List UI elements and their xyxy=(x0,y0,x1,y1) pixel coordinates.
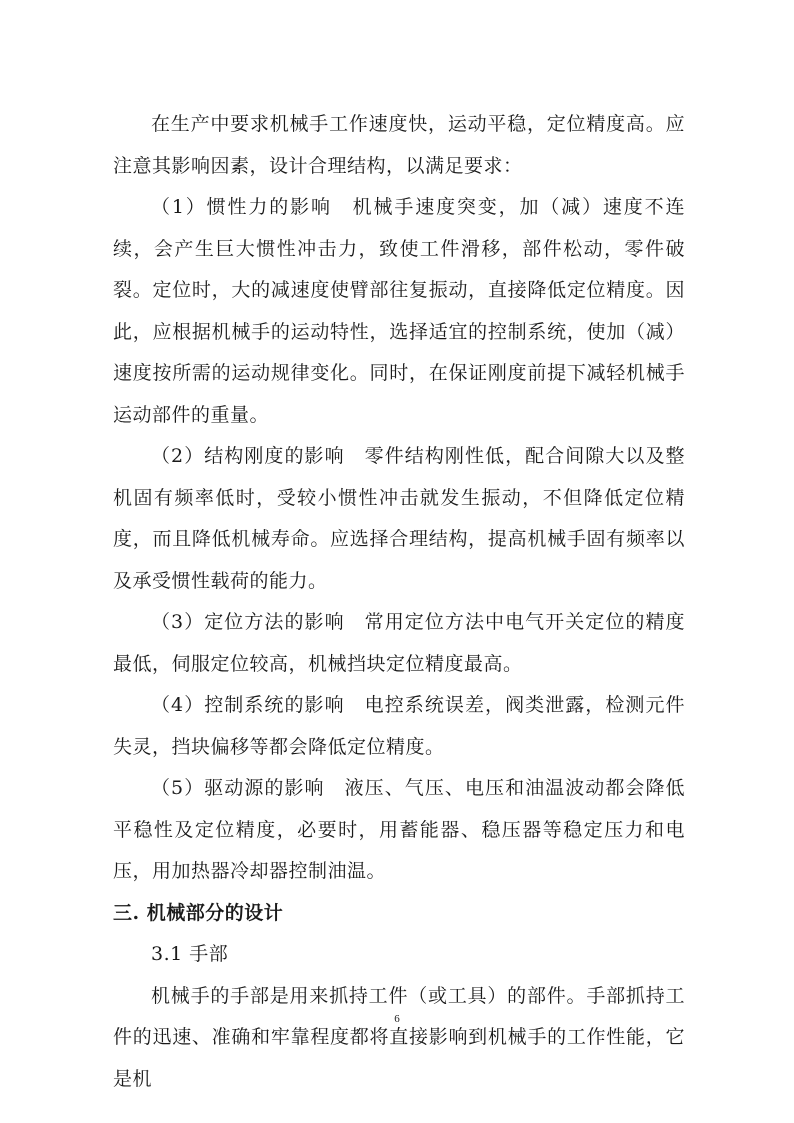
subsection-heading: 3.1 手部 xyxy=(151,943,229,965)
positioning-method-paragraph: （3）定位方法的影响 常用定位方法中电气开关定位的精度最低，伺服定位较高，机械挡块定位精度最高。 xyxy=(113,611,685,675)
control-system-paragraph: （4）控制系统的影响 电控系统误差，阀类泄露，检测元件失灵，挡块偏移等都会降低定位精度。 xyxy=(113,694,685,758)
section-heading: 三. 机械部分的设计 xyxy=(113,901,284,924)
inertia-paragraph: （1）惯性力的影响 机械手速度突变，加（减）速度不连续，会产生巨大惯性冲击力，致使工件滑移，部件松动，零件破裂。定位时，大的减速度使臂部往复振动，直接降低定位精度。因此，应根据机械手的运动特性，选择适宜的控制系统，使加（减）速度按所需的运动规律变化。同时，在保证刚度前提下减轻机械手运动部件的重量。 xyxy=(113,196,685,426)
drive-source-paragraph: （5）驱动源的影响 液压、气压、电压和油温波动都会降低平稳性及定位精度，必要时，用蓄能器、稳压器等稳定压力和电压，用加热器冷却器控制油温。 xyxy=(113,777,685,882)
hand-section-paragraph: 机械手的手部是用来抓持工件（或工具）的部件。手部抓持工件的迅速、准确和牢靠程度都将直接影响到机械手的工作性能，它是机 xyxy=(113,984,685,1090)
intro-paragraph: 在生产中要求机械手工作速度快，运动平稳，定位精度高。应注意其影响因素，设计合理结构，以满足要求： xyxy=(113,113,685,177)
stiffness-paragraph: （2）结构刚度的影响 零件结构刚性低，配合间隙大以及整机固有频率低时，受较小惯性冲击就发生振动，不但降低定位精度，而且降低机械寿命。应选择合理结构，提高机械手固有频率以及承受惯性载荷的能力。 xyxy=(113,445,685,592)
page-number: 6 xyxy=(394,1013,400,1025)
page-content xyxy=(113,104,685,1100)
